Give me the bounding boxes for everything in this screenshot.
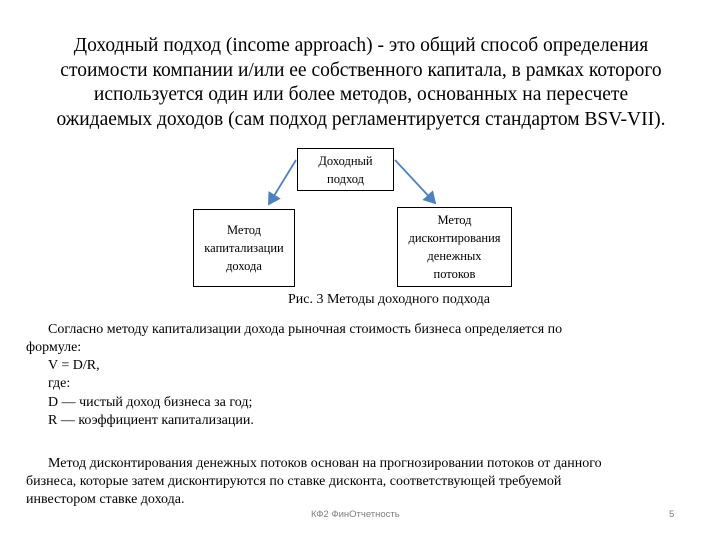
d-definition: D — чистый доход бизнеса за год; bbox=[48, 395, 253, 410]
intro-line: Доходный подход (income approach) - это общий способ определения bbox=[73, 35, 649, 56]
intro-line: ожидаемых доходов (сам подход регламентируется стандартом BSV-VII). bbox=[56, 108, 666, 130]
box-line: подход bbox=[327, 171, 364, 186]
formula: V = D/R, bbox=[48, 358, 100, 373]
dcf-method-box bbox=[397, 207, 512, 287]
box-line: Метод bbox=[437, 213, 472, 227]
box-line: Доходный bbox=[318, 153, 373, 168]
box-line: дохода bbox=[226, 259, 262, 273]
income-approach-box bbox=[297, 148, 394, 191]
box-line: Метод bbox=[226, 223, 262, 237]
intro-line: стоимости компании и/или ее собственного капитала, в рамках которого bbox=[60, 59, 662, 81]
box-line: денежных bbox=[427, 249, 482, 263]
intro-line: используется один или более методов, основанных на пересчете bbox=[93, 84, 629, 105]
dcf-text-line1: Метод дисконтирования денежных потоков основан на прогнозировании потоков от данного bbox=[48, 456, 602, 471]
r-definition: R — коэффициент капитализации. bbox=[48, 413, 254, 428]
box-line: капитализации bbox=[204, 241, 284, 255]
arrow-to-right-box bbox=[395, 160, 435, 203]
capitalization-text-line1: Согласно методу капитализации дохода рыночная стоимость бизнеса определяется по bbox=[48, 322, 563, 337]
arrow-to-left-box bbox=[269, 160, 296, 204]
capitalization-text-line2: формуле: bbox=[26, 340, 82, 355]
figure-caption: Рис. 3 Методы доходного подхода bbox=[288, 292, 490, 307]
box-line: дисконтирования bbox=[408, 231, 501, 245]
dcf-text-line3: инвестором ставке дохода. bbox=[26, 492, 185, 507]
page-number: 5 bbox=[669, 509, 675, 520]
capitalization-method-box bbox=[193, 209, 295, 287]
where-label: где: bbox=[48, 376, 71, 391]
dcf-text-line2: бизнеса, которые затем дисконтируются по ставке дисконта, соответствующей требуемой bbox=[26, 474, 562, 489]
footer-title: КФ2 ФинОтчетность bbox=[311, 509, 400, 520]
box-line: потоков bbox=[433, 267, 476, 281]
